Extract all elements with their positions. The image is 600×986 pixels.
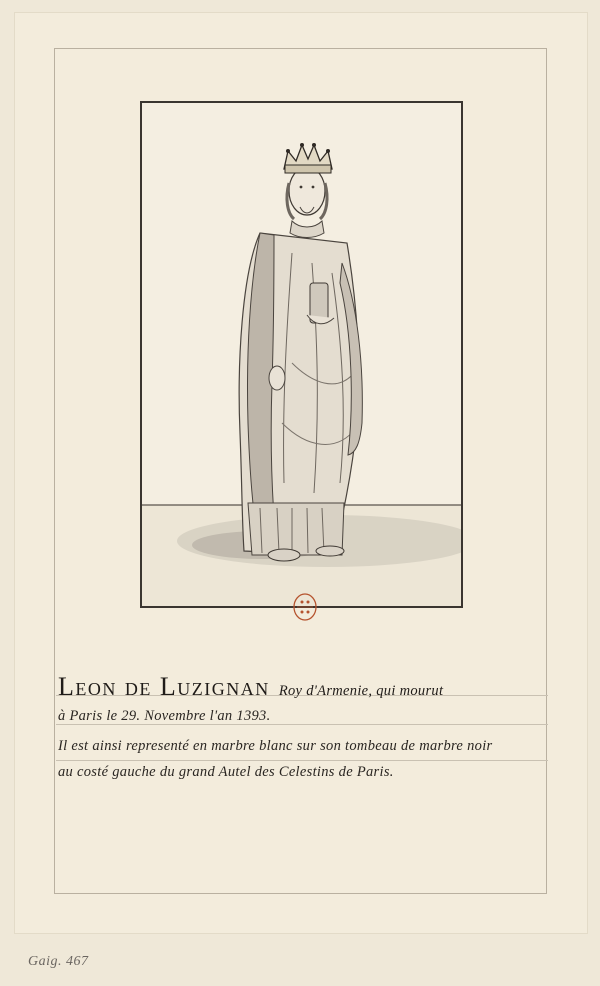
caption-line-4: au costé gauche du grand Autel des Celestins de Paris. xyxy=(58,764,394,780)
caption-title xyxy=(58,672,443,702)
rule-3 xyxy=(56,760,548,761)
library-stamp-icon xyxy=(292,592,318,622)
king-name: Leon de Luzignan xyxy=(58,672,270,701)
king-statue-drawing-icon xyxy=(142,103,461,606)
catalog-mark: Gaig. 467 xyxy=(28,954,89,969)
caption-line-2: à Paris le 29. Novembre l'an 1393. xyxy=(58,708,271,724)
king-title: Roy d'Armenie, qui mourut xyxy=(278,683,444,699)
caption-line-3: Il est ainsi representé en marbre blanc sur son tombeau de marbre noir xyxy=(58,738,493,754)
illustration-frame xyxy=(140,101,463,608)
